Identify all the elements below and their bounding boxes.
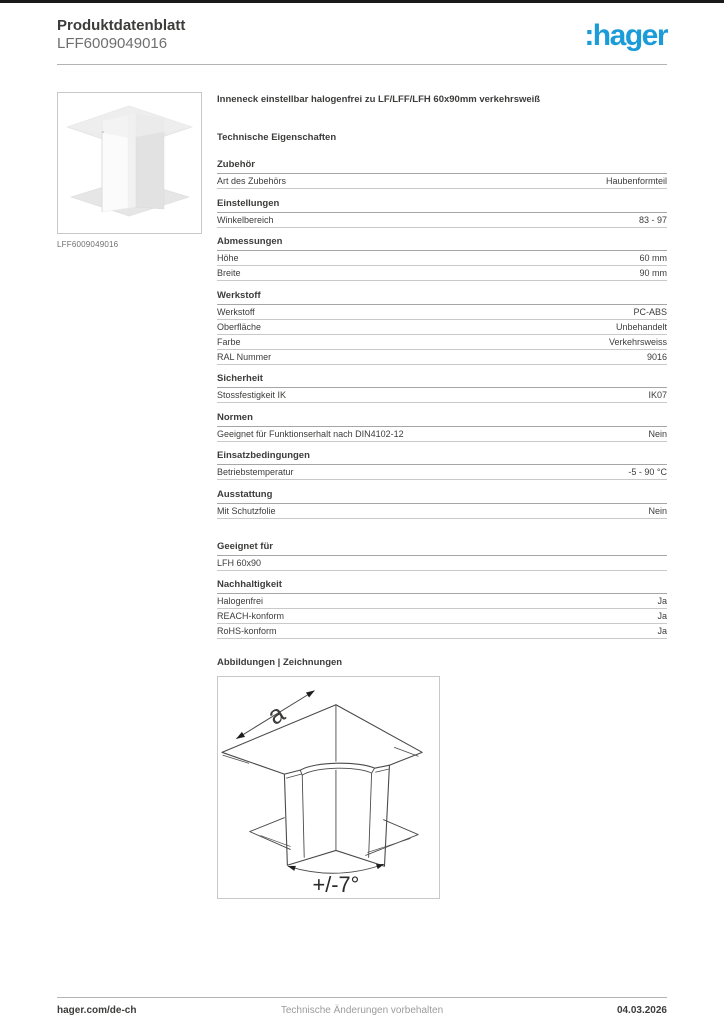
- footer-disclaimer: Technische Änderungen vorbehalten: [280, 1005, 444, 1016]
- hager-logo: :hager: [584, 19, 667, 52]
- spec-section: [217, 159, 667, 189]
- spec-value: PC-ABS: [633, 306, 667, 317]
- spec-row: [217, 465, 667, 480]
- spec-value: IK07: [648, 390, 667, 400]
- spec-label: RAL Nummer: [217, 351, 272, 362]
- spec-value: Nein: [648, 505, 667, 516]
- spec-row: [217, 335, 667, 350]
- section-heading: Ausstattung: [217, 489, 667, 504]
- spec-label: Winkelbereich: [217, 214, 274, 225]
- section-heading: Normen: [217, 412, 667, 427]
- spec-row: [217, 266, 667, 281]
- spec-section: [217, 450, 667, 480]
- corner-drawing: [219, 678, 438, 897]
- header-divider: [57, 64, 667, 65]
- spec-label: Betriebstemperatur: [217, 467, 294, 477]
- spec-label: Höhe: [217, 253, 239, 263]
- spec-value: 9016: [646, 351, 667, 362]
- spec-row: [217, 251, 667, 266]
- spec-section: [217, 290, 667, 365]
- spec-label: Breite: [217, 268, 241, 278]
- technical-drawing-frame: [217, 676, 440, 899]
- spec-value: Ja: [657, 611, 667, 621]
- spec-sections: [217, 159, 667, 639]
- footer: [57, 997, 667, 1016]
- page-top-edge: [0, 0, 724, 3]
- spec-label: Art des Zubehörs: [217, 176, 287, 186]
- spec-value: Ja: [657, 626, 667, 636]
- spec-value: Verkehrsweiss: [608, 336, 667, 347]
- spec-row: [217, 556, 667, 571]
- spec-section: [217, 489, 667, 519]
- spec-section: [217, 579, 667, 639]
- spec-row: [217, 609, 667, 624]
- section-heading: Nachhaltigkeit: [217, 579, 667, 594]
- document-reference: LFF6009049016: [57, 35, 168, 52]
- spec-value: Ja: [657, 596, 667, 606]
- product-image-frame: [57, 92, 202, 234]
- spec-label: Halogenfrei: [217, 596, 264, 606]
- spec-label: Stossfestigkeit IK: [217, 390, 287, 400]
- spec-row: [217, 174, 667, 189]
- drawings-heading: Abbildungen | Zeichnungen: [217, 657, 343, 668]
- spec-row: [217, 427, 667, 442]
- spec-row: [217, 624, 667, 639]
- spec-row: [217, 305, 667, 320]
- spec-label: Mit Schutzfolie: [217, 505, 276, 516]
- spec-label: Geeignet für Funktionserhalt nach DIN4102-12: [217, 428, 404, 439]
- spec-label: Oberfläche: [217, 321, 262, 332]
- footer-date: 04.03.2026: [616, 1005, 667, 1016]
- spec-value: 60 mm: [639, 253, 667, 263]
- section-heading: Zubehör: [217, 159, 667, 174]
- footer-divider: [57, 997, 667, 998]
- main-content: [57, 92, 667, 899]
- spec-label: Farbe: [217, 336, 241, 347]
- dimension-label: a: [262, 699, 290, 731]
- spec-row: [217, 504, 667, 519]
- spec-label: LFH 60x90: [217, 557, 262, 568]
- spec-row: [217, 213, 667, 228]
- spec-label: REACH-konform: [217, 611, 285, 621]
- document-title: Produktdatenblatt: [57, 17, 186, 34]
- section-heading: Sicherheit: [217, 373, 667, 388]
- header-text: [57, 17, 185, 53]
- section-heading: Einstellungen: [217, 198, 667, 213]
- spec-section: [217, 541, 667, 571]
- spec-value: 90 mm: [639, 268, 667, 278]
- product-photo: [59, 94, 200, 232]
- spec-section: [217, 373, 667, 403]
- product-image-caption: LFF6009049016: [57, 240, 119, 249]
- spec-label: Werkstoff: [217, 306, 255, 317]
- spec-section: [217, 198, 667, 228]
- spec-label: RoHS-konform: [217, 626, 277, 636]
- spec-row: [217, 594, 667, 609]
- spec-value: -5 - 90 °C: [628, 467, 667, 477]
- section-heading: Werkstoff: [217, 290, 667, 305]
- spec-value: Unbehandelt: [615, 321, 667, 332]
- spec-row: [217, 320, 667, 335]
- section-heading: Einsatzbedingungen: [217, 450, 667, 465]
- spec-value: Nein: [648, 428, 667, 439]
- header: [0, 0, 724, 53]
- product-details-column: [217, 92, 667, 899]
- product-image-column: [57, 92, 217, 899]
- spec-row: [217, 388, 667, 403]
- spec-section: [217, 412, 667, 442]
- spec-row: [217, 350, 667, 365]
- section-heading: Geeignet für: [217, 541, 667, 556]
- angle-label: +/-7°: [312, 872, 360, 897]
- spec-value: Haubenformteil: [605, 176, 667, 186]
- spec-value: 83 - 97: [638, 214, 667, 225]
- product-title: Inneneck einstellbar halogenfrei zu LF/LFF/LFH 60x90mm verkehrsweiß: [217, 94, 541, 105]
- technical-properties-heading: Technische Eigenschaften: [217, 132, 337, 143]
- footer-row: [57, 1005, 667, 1016]
- footer-website-link[interactable]: hager.com/de-ch: [57, 1005, 137, 1016]
- section-heading: Abmessungen: [217, 236, 667, 251]
- spec-section: [217, 236, 667, 281]
